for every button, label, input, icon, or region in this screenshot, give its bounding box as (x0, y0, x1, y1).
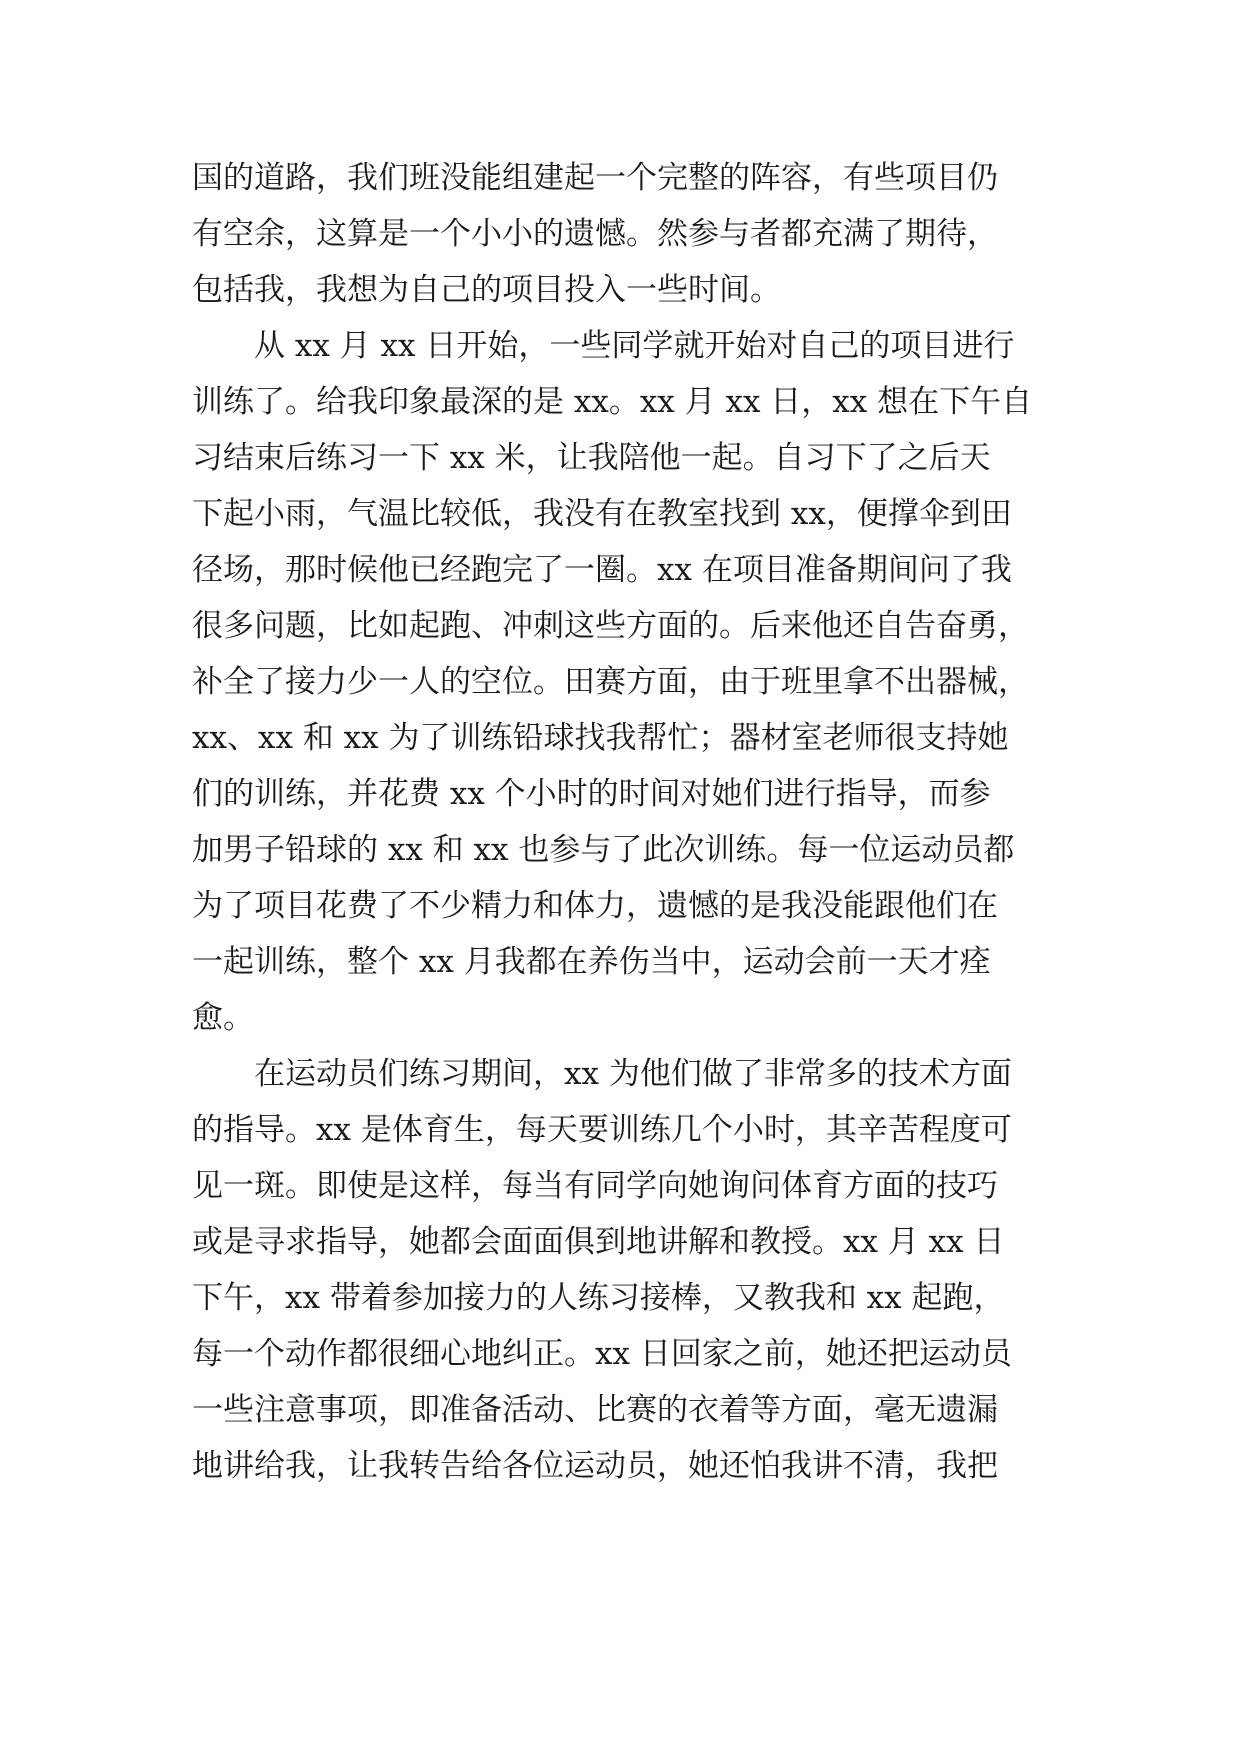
text-line: xx、xx 和 xx 为了训练铅球找我帮忙；器材室老师很支持她 (192, 720, 1009, 756)
text-line: 径场，那时候他已经跑完了一圈。xx 在项目准备期间问了我 (192, 552, 1012, 588)
text-line: 每一个动作都很细心地纠正。xx 日回家之前，她还把运动员 (192, 1336, 1012, 1372)
text-line: 下午，xx 带着参加接力的人练习接棒，又教我和 xx 起跑， (192, 1280, 1005, 1316)
text-line: 下起小雨，气温比较低，我没有在教室找到 xx，便撑伞到田 (192, 496, 1012, 532)
text-line: 愈。 (192, 1000, 254, 1036)
text-line: 一些注意事项，即准备活动、比赛的衣着等方面，毫无遗漏 (192, 1392, 998, 1428)
text-line: 在运动员们练习期间，xx 为他们做了非常多的技术方面 (254, 1056, 1012, 1092)
text-line: 加男子铅球的 xx 和 xx 也参与了此次训练。每一位运动员都 (192, 832, 1015, 868)
text-line: 或是寻求指导，她都会面面俱到地讲解和教授。xx 月 xx 日 (192, 1224, 1005, 1260)
text-line: 包括我，我想为自己的项目投入一些时间。 (192, 272, 781, 308)
text-line: 很多问题，比如起跑、冲刺这些方面的。后来他还自告奋勇， (192, 608, 1029, 644)
document-body (192, 150, 1072, 1494)
text-line: 习结束后练习一下 xx 米，让我陪他一起。自习下了之后天 (192, 440, 991, 476)
text-line: 们的训练，并花费 xx 个小时的时间对她们进行指导，而参 (192, 776, 991, 812)
text-line: 的指导。xx 是体育生，每天要训练几个小时，其辛苦程度可 (192, 1112, 1012, 1148)
text-line: 一起训练，整个 xx 月我都在养伤当中，运动会前一天才痊 (192, 944, 991, 980)
text-line: 从 xx 月 xx 日开始，一些同学就开始对自己的项目进行 (254, 328, 1015, 364)
text-line: 国的道路，我们班没能组建起一个完整的阵容，有些项目仍 (192, 160, 998, 196)
text-line: 有空余，这算是一个小小的遗憾。然参与者都充满了期待， (192, 216, 998, 252)
text-line: 为了项目花费了不少精力和体力，遗憾的是我没能跟他们在 (192, 888, 998, 924)
text-line: 见一斑。即使是这样，每当有同学向她询问体育方面的技巧 (192, 1168, 998, 1204)
text-line: 训练了。给我印象最深的是 xx。xx 月 xx 日，xx 想在下午自 (192, 384, 1033, 420)
text-line: 地讲给我，让我转告给各位运动员，她还怕我讲不清，我把 (192, 1448, 998, 1484)
text-line: 补全了接力少一人的空位。田赛方面，由于班里拿不出器械， (192, 664, 1029, 700)
